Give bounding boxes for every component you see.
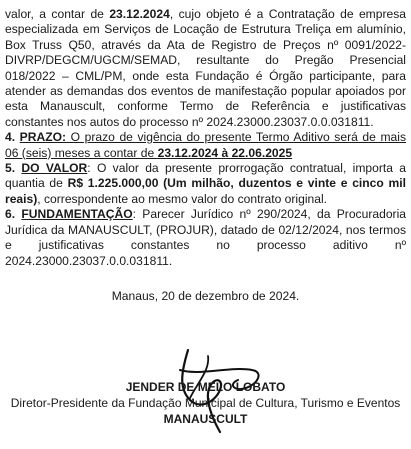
clause-text: : O valor da presente prorrogação contratual, importa a quantia de: [5, 161, 406, 191]
clause-heading: DO VALOR: [21, 161, 88, 176]
clause-text: , correspondente ao mesmo valor do contrato original.: [37, 191, 328, 206]
clause-text: O prazo de vigência do presente Termo Aditivo será de mais 06 (seis) meses a contar de: [5, 130, 406, 160]
signer-name: JENDER DE MELO LOBATO: [125, 380, 286, 394]
paragraph-text: , cujo objeto é a Contratação de empresa especializada em Serviços de Locação de Estrutura Treliça em alumínio, Box Truss Q50, através da Ata de Registro de Preços nº 0091/2022-DIVRP/DEGCM/UGCM/SEMAD, resultante do Pregão Presencial 018/2022 – CML/PM, onde esta Fundação é Órgão participante, para atender as demandas dos eventos de manifestação popular apoiados por esta Manauscult, conforme Termo de Referência e justificativas constantes nos autos do processo nº 2024.23000.23037.0.0.031811.: [5, 7, 406, 129]
clause-heading: FUNDAMENTAÇÃO: [21, 207, 133, 222]
clause-heading: PRAZO:: [19, 130, 67, 145]
contract-amount: R$ 1.225.000,00 (Um milhão, duzentos e vinte e cinco mil reais): [5, 176, 406, 206]
paragraph-contract-object: [5, 7, 406, 130]
clause-number: 6.: [5, 207, 22, 222]
clause-number: 4.: [5, 130, 20, 145]
clause-5-valor: [5, 161, 406, 207]
clause-number: 5.: [5, 161, 22, 176]
signer-role: Diretor-Presidente da Fundação Municipal de Cultura, Turismo e Eventos: [10, 396, 401, 410]
paragraph-text: valor, a contar de: [5, 7, 110, 21]
start-date: 23.12.2024: [109, 7, 170, 21]
clause-4-prazo: [5, 130, 406, 161]
document-body: [5, 7, 406, 304]
clause-text: : Parecer Jurídico nº 290/2024, da Procuradoria Jurídica da MANAUSCULT, (PROJUR), datado de 02/12/2024, nos termos e justificativas constantes no processo aditivo nº 2024.23000.23037.0.0.031811.: [5, 207, 406, 268]
signature-block: [0, 340, 411, 449]
signer-organization: MANAUSCULT: [163, 412, 248, 426]
validity-period: 23.12.2024 à 22.06.2025: [157, 145, 293, 160]
clause-6-fundamentacao: [5, 207, 406, 269]
date-line: Manaus, 20 de dezembro de 2024.: [111, 288, 300, 303]
